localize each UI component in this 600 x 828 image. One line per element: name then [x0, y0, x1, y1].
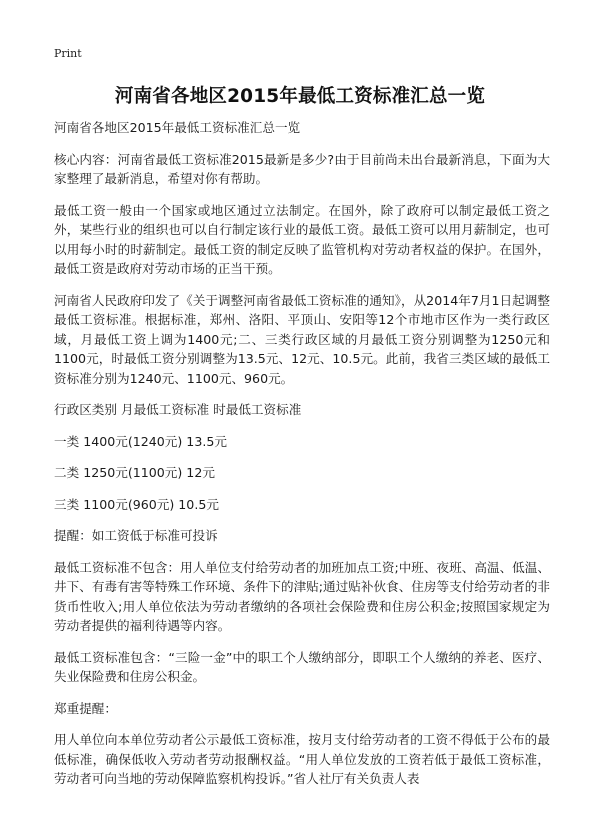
wage-row-class-2: 二类 1250元(1100元) 12元 [54, 465, 215, 480]
core-content-paragraph: 核心内容：河南省最低工资标准2015最新是多少?由于目前尚未出台最新消息，下面为大家整理了最新消息，希望对你有帮助。 [54, 151, 550, 186]
wage-table-header: 行政区类别 月最低工资标准 时最低工资标准 [54, 402, 302, 417]
reminder-heading: 提醒：如工资低于标准可投诉 [54, 528, 218, 543]
exclusions-paragraph: 最低工资标准不包含：用人单位支付给劳动者的加班加点工资;中班、夜班、高温、低温、井下、有毒有害等特殊工作环境、条件下的津贴;通过贴补伙食、住房等支付给劳动者的非货币性收入;用人单位依法为劳动者缴纳的各项社会保险费和住房公积金;按照国家规定为劳动者提供的福利待遇等内容。 [54, 559, 550, 633]
article-subtitle: 河南省各地区2015年最低工资标准汇总一览 [54, 120, 301, 135]
wage-row-class-1: 一类 1400元(1240元) 13.5元 [54, 433, 227, 449]
inclusions-paragraph: 最低工资标准包含：“三险一金”中的职工个人缴纳部分，即职工个人缴纳的养老、医疗、失业保险费和住房公积金。 [54, 649, 550, 684]
article-body [54, 118, 550, 801]
employer-obligation-paragraph: 用人单位向本单位劳动者公示最低工资标准，按月支付给劳动者的工资不得低于公布的最低标准，确保低收入劳动者劳动报酬权益。“用人单位发放的工资若低于最低工资标准，劳动者可向当地的劳动保障监察机构投诉。”省人社厅有关负责人表 [54, 732, 550, 786]
definition-paragraph: 最低工资一般由一个国家或地区通过立法制定。在国外，除了政府可以制定最低工资之外，某些行业的组织也可以自行制定该行业的最低工资。最低工资可以用月薪制定，也可以用每小时的时薪制定。最低工资的制定反映了监管机构对劳动者权益的保护。在国外，最低工资是政府对劳动市场的正当干预。 [54, 202, 550, 276]
wage-row-class-3: 三类 1100元(960元) 10.5元 [54, 496, 219, 512]
important-reminder-heading: 郑重提醒： [54, 700, 117, 716]
page-title: 河南省各地区2015年最低工资标准汇总一览 [114, 86, 486, 107]
print-link[interactable]: Print [54, 47, 82, 60]
notice-paragraph: 河南省人民政府印发了《关于调整河南省最低工资标准的通知》，从2014年7月1日起调整最低工资标准。根据标准，郑州、洛阳、平顶山、安阳等12个市地市区作为一类行政区域，月最低工资上调为1400元;二、三类行政区域的月最低工资分别调整为1250元和1100元，时最低工资分别调整为13.5元、12元、10.5元。此前，我省三类区域的最低工资标准分别为1240元、1100元、960元。 [54, 292, 550, 386]
